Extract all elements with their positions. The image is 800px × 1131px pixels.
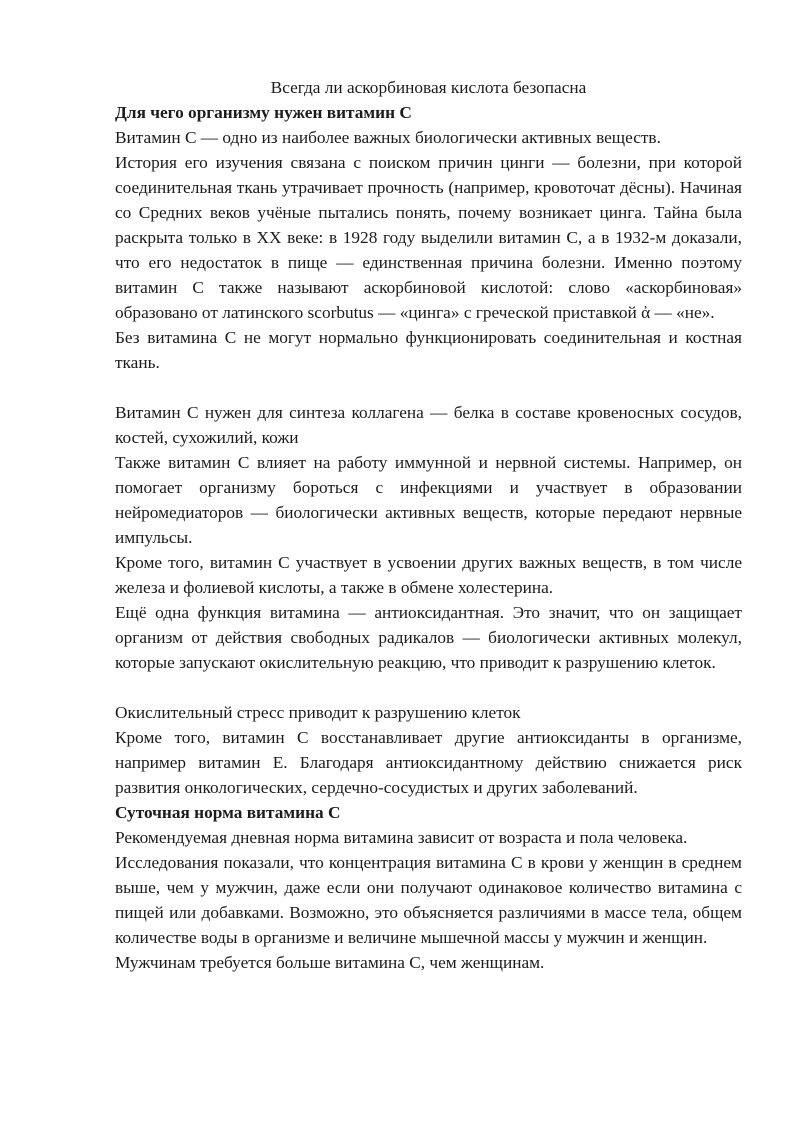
paragraph: Кроме того, витамин С участвует в усвоении других важных веществ, в том числе железа и фолиевой кислоты, а также в обмене холестерина. [115, 553, 742, 597]
blank-line [115, 675, 742, 700]
paragraph: Мужчинам требуется больше витамина С, чем женщинам. [115, 953, 545, 972]
paragraph: Рекомендуемая дневная норма витамина зависит от возраста и пола человека. [115, 828, 688, 847]
document-title: Всегда ли аскорбиновая кислота безопасна [270, 78, 587, 97]
paragraph: Без витамина С не могут нормально функционировать соединительная и костная ткань. [115, 328, 742, 372]
section-heading: Для чего организму нужен витамин С [115, 103, 412, 122]
paragraph: Витамин С нужен для синтеза коллагена — белка в составе кровеносных сосудов, костей, сухожилий, кожи [115, 403, 742, 447]
paragraph: Окислительный стресс приводит к разрушению клеток [115, 703, 521, 722]
paragraph: Ещё одна функция витамина — антиоксидантная. Это значит, что он защищает организм от действия свободных радикалов — биологически активных молекул, которые запускают окислительную реакцию, что приводит к разрушению клеток. [115, 603, 742, 672]
paragraph: Кроме того, витамин С восстанавливает другие антиоксиданты в организме, например витамин Е. Благодаря антиоксидантному действию снижается риск развития онкологических, сердечно-сосудистых и других заболеваний. [115, 728, 742, 797]
document-body [115, 75, 742, 975]
section-heading: Суточная норма витамина С [115, 803, 341, 822]
paragraph: Исследования показали, что концентрация витамина С в крови у женщин в среднем выше, чем у мужчин, даже если они получают одинаковое количество витамина с пищей или добавками. Возможно, это объясняется различиями в массе тела, общем количестве воды в организме и величине мышечной массы у мужчин и женщин. [115, 853, 742, 947]
paragraph: Также витамин С влияет на работу иммунной и нервной системы. Например, он помогает организму бороться с инфекциями и участвует в образовании нейромедиаторов — биологически активных веществ, которые передают нервные импульсы. [115, 453, 742, 547]
paragraph: Витамин С — одно из наиболее важных биологически активных веществ. [115, 128, 661, 147]
blank-line [115, 375, 742, 400]
paragraph: История его изучения связана с поиском причин цинги — болезни, при которой соединительная ткань утрачивает прочность (например, кровоточат дёсны). Начиная со Средних веков учёные пытались понять, почему возникает цинга. Тайна была раскрыта только в XX веке: в 1928 году выделили витамин С, а в 1932-м доказали, что его недостаток в пище — единственная причина болезни. Именно поэтому витамин С также называют аскорбиновой кислотой: слово «аскорбиновая» образовано от латинского scorbutus — «цинга» с греческой приставкой ἀ — «не». [115, 153, 742, 322]
